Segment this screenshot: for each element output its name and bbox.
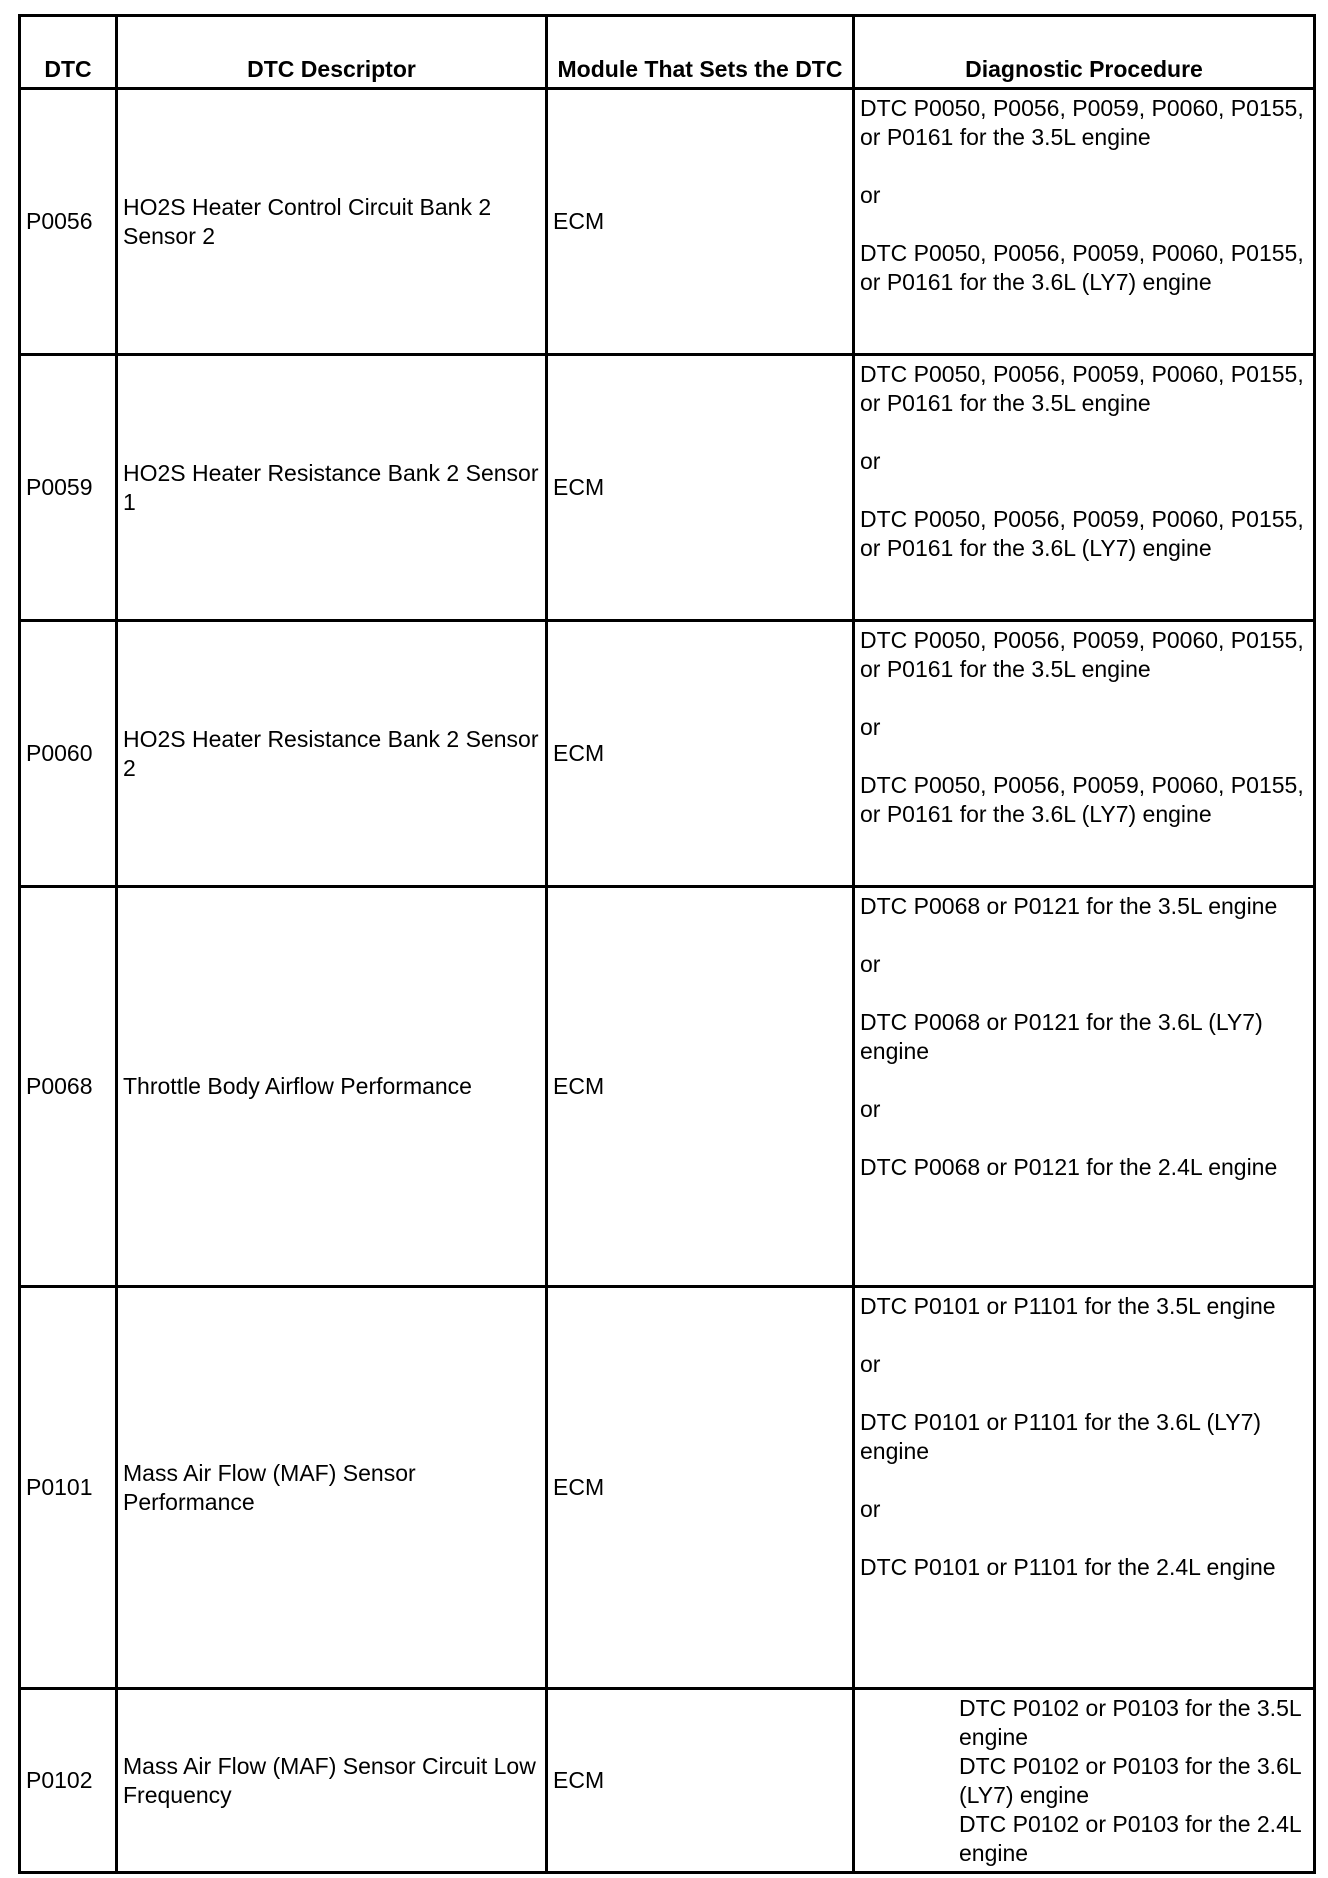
procedure-line: or xyxy=(860,1496,881,1522)
header-row xyxy=(20,16,1315,89)
procedure-line: or xyxy=(860,448,881,474)
procedure-line: DTC P0101 or P1101 for the 2.4L engine xyxy=(860,1554,1276,1580)
procedure-line: DTC P0102 or P0103 for the 2.4L engine xyxy=(959,1811,1301,1866)
dtc-descriptor: HO2S Heater Resistance Bank 2 Sensor 1 xyxy=(117,355,547,621)
table-row xyxy=(20,1287,1315,1689)
setting-module: ECM xyxy=(547,1287,854,1689)
dtc-code: P0102 xyxy=(20,1689,117,1873)
diagnostic-procedure xyxy=(854,355,1315,621)
setting-module: ECM xyxy=(547,355,854,621)
procedure-line: DTC P0050, P0056, P0059, P0060, P0155, or P0161 for the 3.6L (LY7) engine xyxy=(860,506,1304,561)
header-procedure: Diagnostic Procedure xyxy=(854,16,1315,89)
procedure-line: or xyxy=(860,1096,881,1122)
procedure-line: DTC P0050, P0056, P0059, P0060, P0155, or P0161 for the 3.5L engine xyxy=(860,627,1304,682)
header-module: Module That Sets the DTC xyxy=(547,16,854,89)
table-row xyxy=(20,887,1315,1287)
procedure-line: DTC P0050, P0056, P0059, P0060, P0155, or P0161 for the 3.6L (LY7) engine xyxy=(860,240,1304,295)
procedure-line: or xyxy=(860,182,881,208)
procedure-line: DTC P0050, P0056, P0059, P0060, P0155, or P0161 for the 3.5L engine xyxy=(860,361,1304,416)
dtc-descriptor: HO2S Heater Resistance Bank 2 Sensor 2 xyxy=(117,621,547,887)
table-row xyxy=(20,355,1315,621)
procedure-line: DTC P0101 or P1101 for the 3.5L engine xyxy=(860,1293,1276,1319)
diagnostic-procedure xyxy=(854,621,1315,887)
procedure-line: DTC P0102 or P0103 for the 3.6L (LY7) engine xyxy=(959,1753,1301,1808)
setting-module: ECM xyxy=(547,887,854,1287)
table-row xyxy=(20,89,1315,355)
table-row xyxy=(20,1689,1315,1873)
procedure-line: DTC P0050, P0056, P0059, P0060, P0155, or P0161 for the 3.5L engine xyxy=(860,95,1304,150)
dtc-code: P0068 xyxy=(20,887,117,1287)
diagnostic-procedure xyxy=(854,89,1315,355)
setting-module: ECM xyxy=(547,1689,854,1873)
procedure-line: or xyxy=(860,714,881,740)
dtc-table xyxy=(18,14,1316,1874)
dtc-code: P0101 xyxy=(20,1287,117,1689)
diagnostic-procedure xyxy=(854,887,1315,1287)
dtc-code: P0060 xyxy=(20,621,117,887)
table-row xyxy=(20,621,1315,887)
dtc-code: P0059 xyxy=(20,355,117,621)
dtc-descriptor: Mass Air Flow (MAF) Sensor Performance xyxy=(117,1287,547,1689)
dtc-descriptor: HO2S Heater Control Circuit Bank 2 Sensor 2 xyxy=(117,89,547,355)
diagnostic-procedure xyxy=(854,1287,1315,1689)
procedure-line: DTC P0050, P0056, P0059, P0060, P0155, or P0161 for the 3.6L (LY7) engine xyxy=(860,772,1304,827)
header-dtc: DTC xyxy=(20,16,117,89)
dtc-code: P0056 xyxy=(20,89,117,355)
procedure-line: DTC P0068 or P0121 for the 2.4L engine xyxy=(860,1154,1278,1180)
header-descriptor: DTC Descriptor xyxy=(117,16,547,89)
procedure-line: or xyxy=(860,951,881,977)
diagnostic-procedure xyxy=(854,1689,1315,1873)
procedure-line: or xyxy=(860,1351,881,1377)
procedure-line: DTC P0068 or P0121 for the 3.5L engine xyxy=(860,893,1278,919)
dtc-descriptor: Throttle Body Airflow Performance xyxy=(117,887,547,1287)
setting-module: ECM xyxy=(547,621,854,887)
procedure-line: DTC P0102 or P0103 for the 3.5L engine xyxy=(959,1695,1301,1750)
dtc-descriptor: Mass Air Flow (MAF) Sensor Circuit Low Frequency xyxy=(117,1689,547,1873)
procedure-line: DTC P0101 or P1101 for the 3.6L (LY7) engine xyxy=(860,1409,1262,1464)
procedure-line: DTC P0068 or P0121 for the 3.6L (LY7) engine xyxy=(860,1009,1263,1064)
setting-module: ECM xyxy=(547,89,854,355)
